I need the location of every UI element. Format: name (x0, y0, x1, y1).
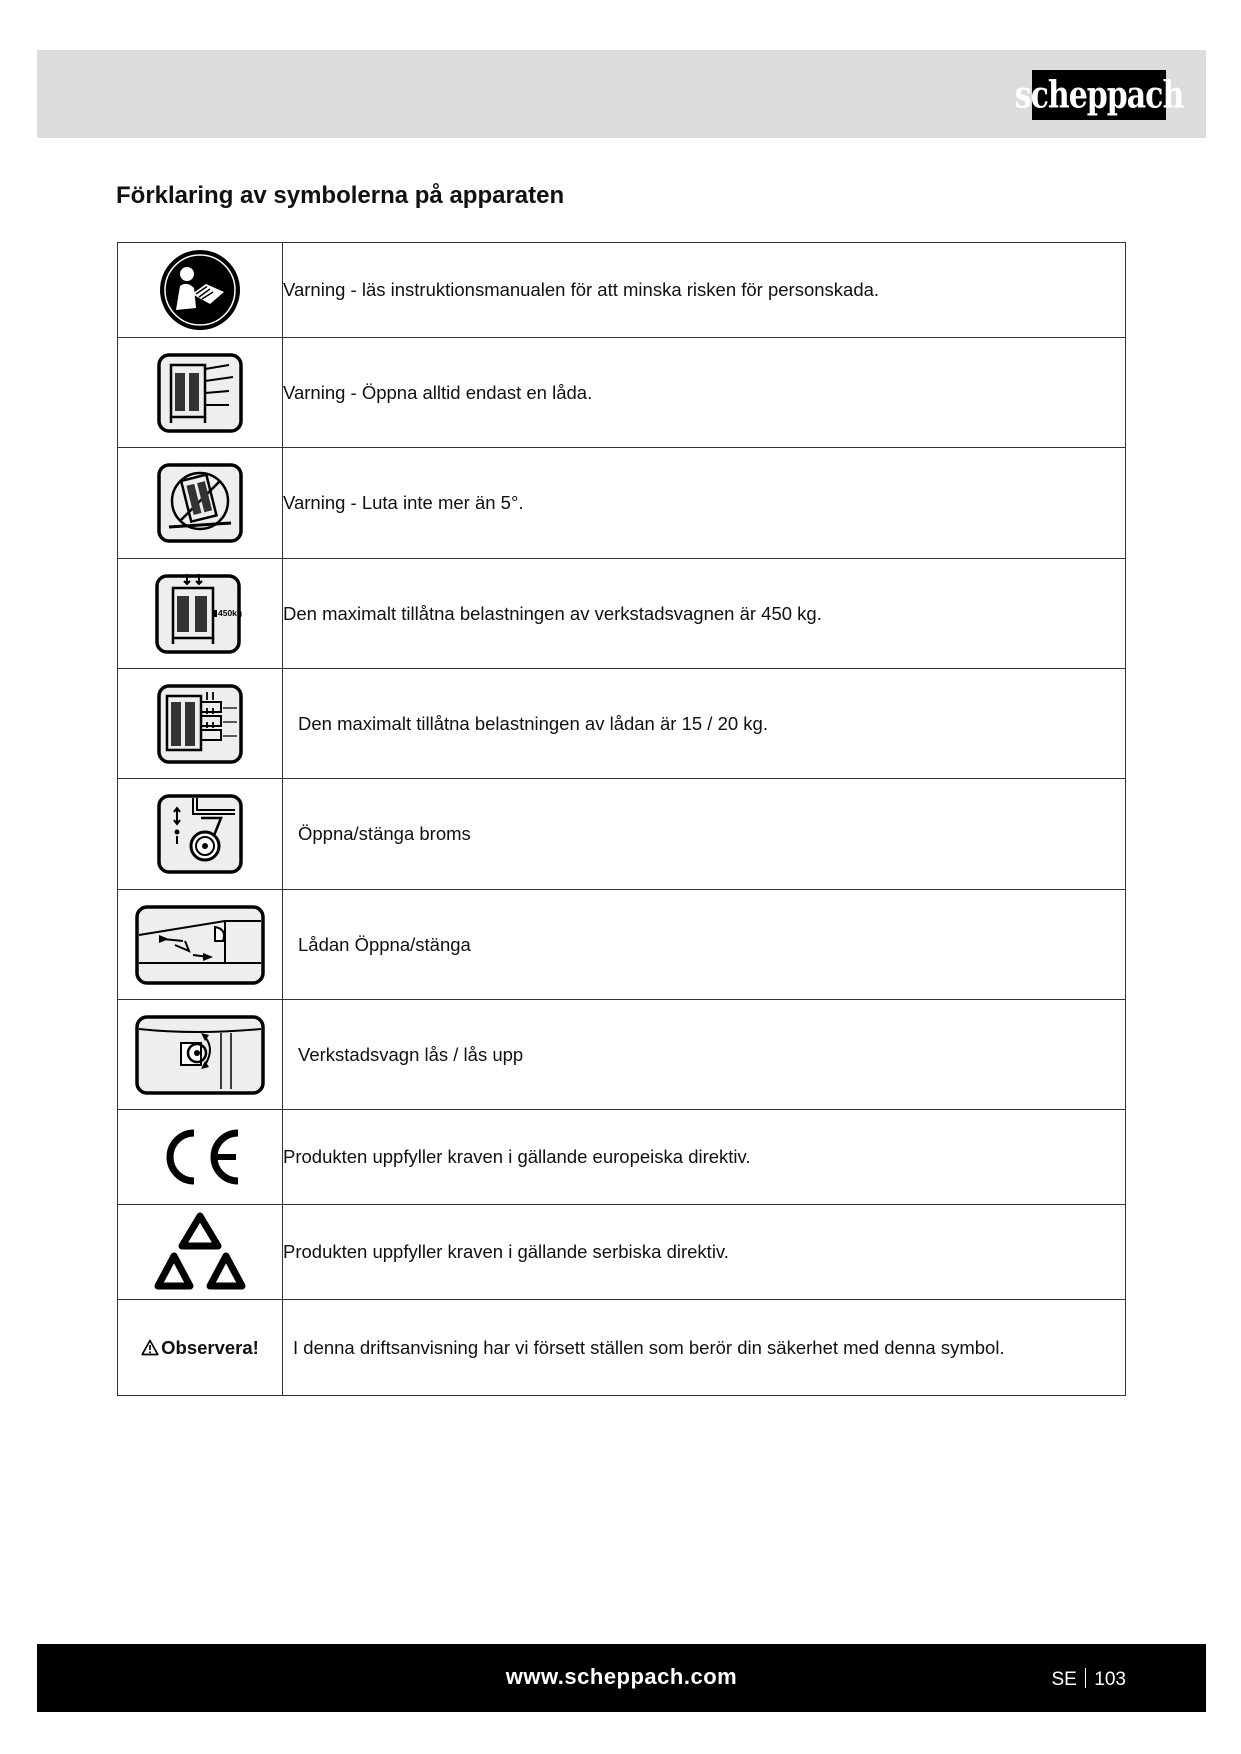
page-title: Förklaring av symbolerna på apparaten (116, 182, 565, 209)
table-row (118, 1000, 1126, 1110)
table-row (118, 669, 1126, 779)
drawer-open-close-icon (135, 905, 265, 985)
icon-cell (118, 669, 283, 779)
icon-cell (118, 1205, 283, 1300)
header-band (37, 50, 1206, 138)
row-text: Varning - läs instruktionsmanualen för att minska risken för personskada. (283, 243, 1126, 338)
read-manual-icon (158, 248, 242, 332)
icon-cell (118, 779, 283, 890)
table-row (118, 1300, 1126, 1396)
icon-cell (118, 1300, 283, 1396)
table-row (118, 779, 1126, 890)
serbian-conformity-icon (154, 1212, 246, 1292)
scheppach-logo (1014, 70, 1184, 120)
ce-mark-icon (158, 1127, 242, 1187)
observe-label (141, 1337, 259, 1358)
icon-cell (118, 890, 283, 1000)
page-separator (1085, 1668, 1087, 1688)
row-text: Varning - Öppna alltid endast en låda. (283, 338, 1126, 448)
load-label: 450kg (218, 607, 243, 618)
max-load-drawer-icon (157, 684, 243, 764)
row-text: Den maximalt tillåtna belastningen av verkstadsvagnen är 450 kg. (283, 559, 1126, 669)
row-text: Varning - Luta inte mer än 5°. (283, 448, 1126, 559)
table-row (118, 1110, 1126, 1205)
row-text: Den maximalt tillåtna belastningen av lådan är 15 / 20 kg. (283, 669, 1126, 779)
warning-triangle-icon (141, 1339, 159, 1356)
row-text: Verkstadsvagn lås / lås upp (283, 1000, 1126, 1110)
table-row (118, 559, 1126, 669)
row-text: Lådan Öppna/stänga (283, 890, 1126, 1000)
icon-cell (118, 1110, 283, 1205)
brake-wheel-icon (157, 794, 243, 874)
row-text: I denna driftsanvisning har vi försett ställen som berör din säkerhet med denna symbol. (283, 1300, 1126, 1396)
brand-name: scheppach (1014, 73, 1184, 117)
icon-cell (118, 338, 283, 448)
symbol-table (117, 242, 1126, 1396)
row-text: Produkten uppfyller kraven i gällande europeiska direktiv. (283, 1110, 1126, 1205)
table-row (118, 890, 1126, 1000)
page-indicator (1051, 1668, 1126, 1691)
icon-cell (118, 448, 283, 559)
icon-cell (118, 243, 283, 338)
icon-cell (118, 1000, 283, 1110)
table-row (118, 448, 1126, 559)
no-tilt-icon (157, 463, 243, 543)
cart-lock-icon (135, 1015, 265, 1095)
table-row (118, 1205, 1126, 1300)
language-code: SE (1051, 1669, 1077, 1690)
max-load-cart-icon (155, 574, 245, 654)
table-row (118, 338, 1126, 448)
row-text: Produkten uppfyller kraven i gällande serbiska direktiv. (283, 1205, 1126, 1300)
observe-text: Observera! (161, 1336, 259, 1358)
table-row (118, 243, 1126, 338)
row-text: Öppna/stänga broms (283, 779, 1126, 890)
footer-band (37, 1644, 1206, 1712)
open-one-drawer-icon (157, 353, 243, 433)
icon-cell (118, 559, 283, 669)
footer-url[interactable]: www.scheppach.com (505, 1664, 738, 1689)
page-number: 103 (1094, 1669, 1126, 1690)
